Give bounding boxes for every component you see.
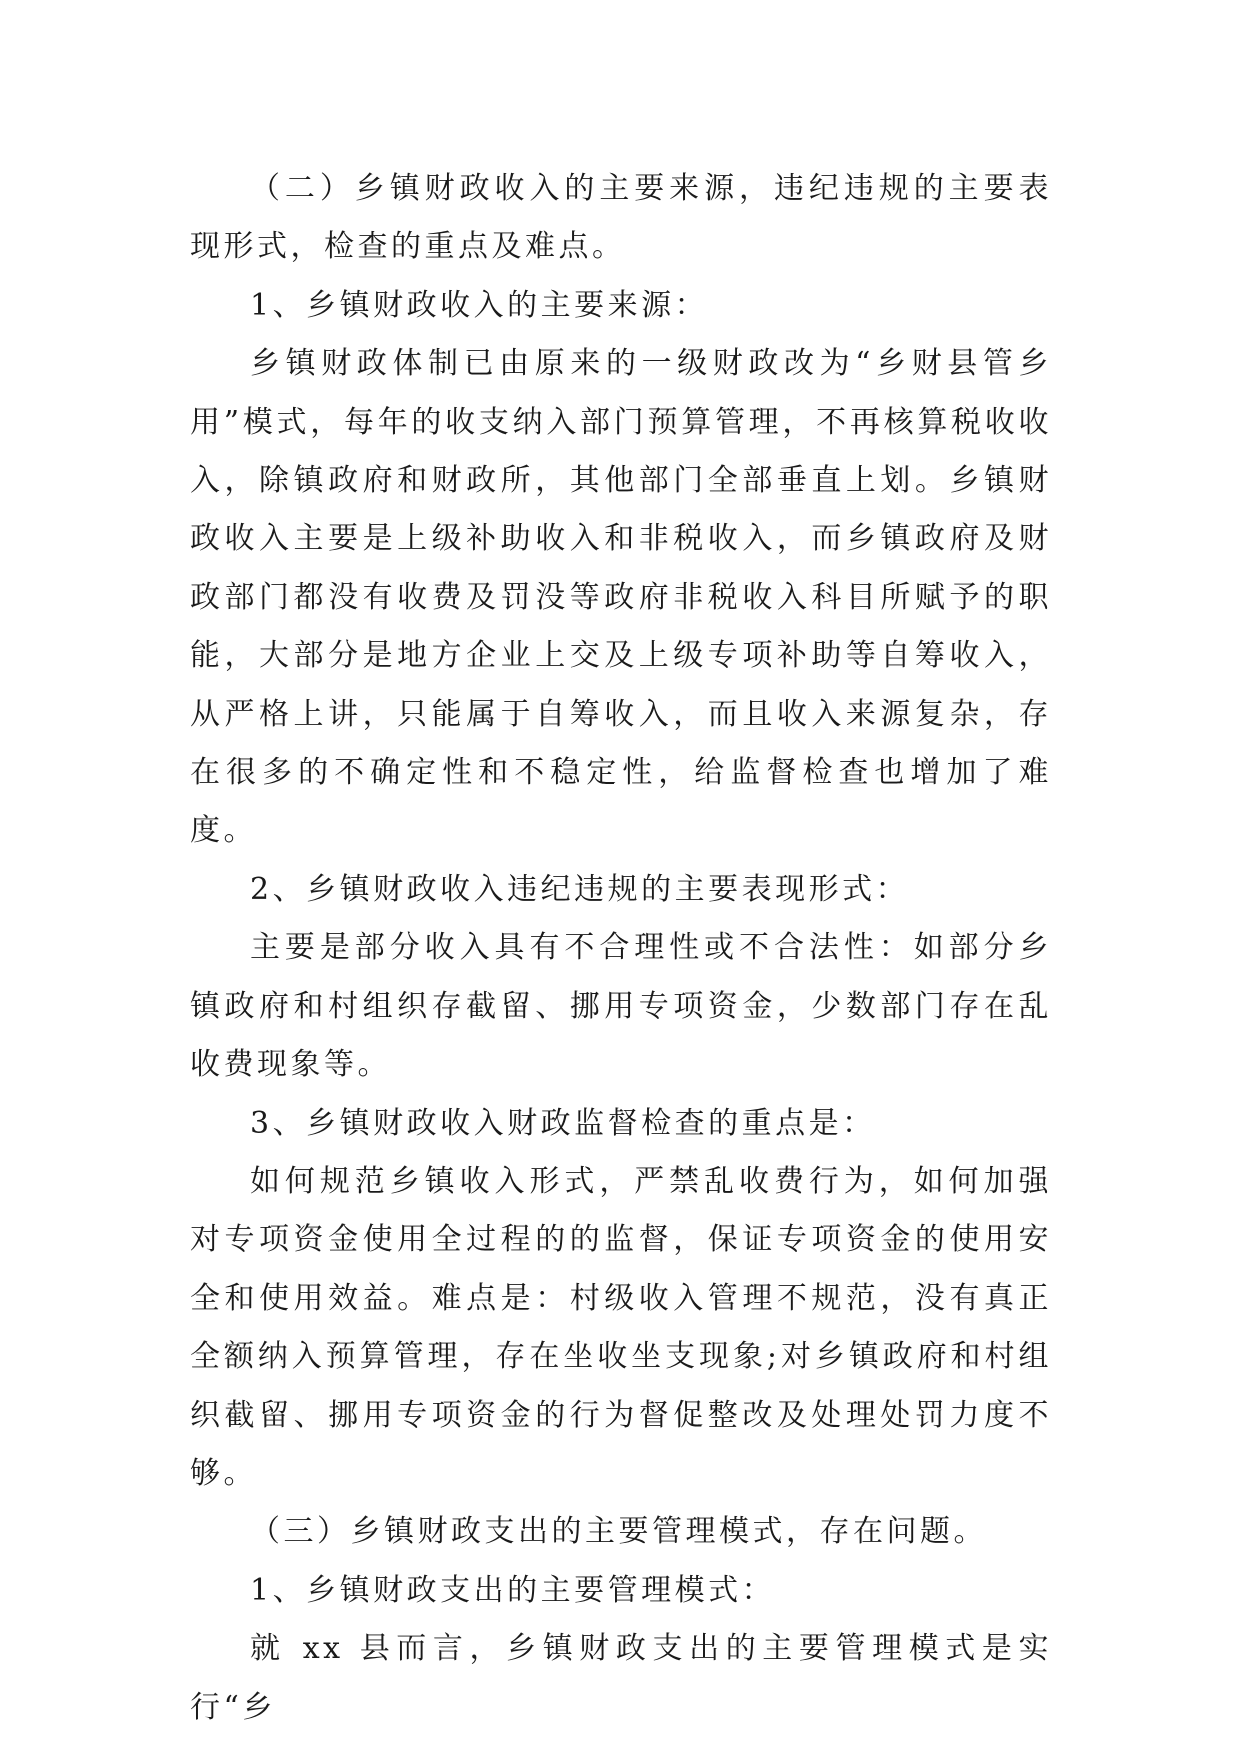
subheading-violations: 2、乡镇财政收入违纪违规的主要表现形式： — [250, 871, 910, 907]
subheading-inspection-focus: 3、乡镇财政收入财政监督检查的重点是： — [250, 1105, 876, 1141]
paragraph-inspection-focus: 如何规范乡镇收入形式，严禁乱收费行为，如何加强对专项资金使用全过程的的监督，保证专项资金的使用安全和使用效益。难点是：村级收入管理不规范，没有真正全额纳入预算管理，存在坐收坐支现象;对乡镇政府和村组织截留、挪用专项资金的行为督促整改及处理处罚力度不够。 — [190, 1163, 1052, 1491]
subheading-income-sources: 1、乡镇财政收入的主要来源： — [250, 287, 709, 323]
paragraph-violations: 主要是部分收入具有不合理性或不合法性：如部分乡镇政府和村组织存截留、挪用专项资金，少数部门存在乱收费现象等。 — [190, 930, 1052, 1083]
document-body — [190, 160, 1052, 1737]
section-heading-2: （二）乡镇财政收入的主要来源，违纪违规的主要表现形式，检查的重点及难点。 — [190, 171, 1052, 265]
section-heading-3: （三）乡镇财政支出的主要管理模式，存在问题。 — [250, 1514, 987, 1550]
subheading-expenditure-model: 1、乡镇财政支出的主要管理模式： — [250, 1572, 776, 1608]
paragraph-expenditure-model: 就 xx 县而言，乡镇财政支出的主要管理模式是实行“乡 — [190, 1631, 1052, 1725]
paragraph-income-sources: 乡镇财政体制已由原来的一级财政改为“乡财县管乡用”模式，每年的收支纳入部门预算管理，不再核算税收收入，除镇政府和财政所，其他部门全部垂直上划。乡镇财政收入主要是上级补助收入和非税收入，而乡镇政府及财政部门都没有收费及罚没等政府非税收入科目所赋予的职能，大部分是地方企业上交及上级专项补助等自筹收入，从严格上讲，只能属于自筹收入，而且收入来源复杂，存在很多的不确定性和不稳定性，给监督检查也增加了难度。 — [190, 346, 1052, 849]
